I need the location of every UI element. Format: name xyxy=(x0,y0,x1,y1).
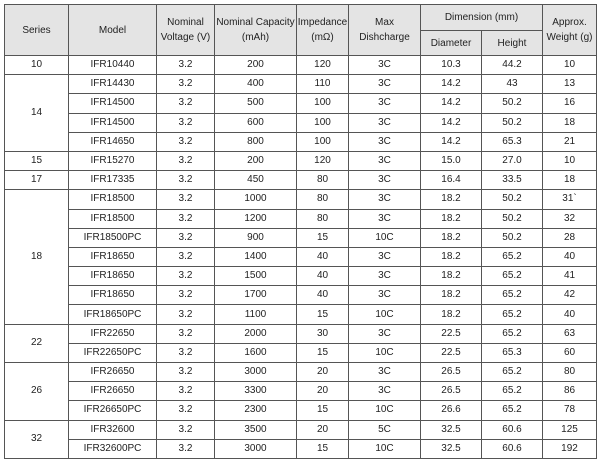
cell-impedance: 40 xyxy=(297,286,349,305)
cell-impedance: 30 xyxy=(297,324,349,343)
cell-diameter: 18.2 xyxy=(421,190,482,209)
cell-weight: 78 xyxy=(543,401,597,420)
cell-nominal-voltage: 3.2 xyxy=(157,151,215,170)
cell-nominal-capacity: 400 xyxy=(215,75,297,94)
cell-nominal-voltage: 3.2 xyxy=(157,56,215,75)
cell-diameter: 18.2 xyxy=(421,267,482,286)
table-row xyxy=(5,190,597,209)
cell-nominal-voltage: 3.2 xyxy=(157,94,215,113)
cell-height: 65.2 xyxy=(482,363,543,382)
cell-weight: 31` xyxy=(543,190,597,209)
cell-height: 65.2 xyxy=(482,305,543,324)
cell-nominal-capacity: 450 xyxy=(215,171,297,190)
cell-diameter: 14.2 xyxy=(421,75,482,94)
cell-model: IFR32600PC xyxy=(69,439,157,458)
cell-nominal-voltage: 3.2 xyxy=(157,75,215,94)
cell-nominal-capacity: 1200 xyxy=(215,209,297,228)
header-dimension: Dimension (mm) xyxy=(421,5,543,31)
cell-nominal-capacity: 600 xyxy=(215,113,297,132)
cell-max-discharge: 3C xyxy=(349,209,421,228)
cell-nominal-capacity: 2000 xyxy=(215,324,297,343)
cell-model: IFR10440 xyxy=(69,56,157,75)
table-row xyxy=(5,382,597,401)
cell-diameter: 32.5 xyxy=(421,420,482,439)
cell-nominal-voltage: 3.2 xyxy=(157,324,215,343)
cell-impedance: 15 xyxy=(297,343,349,362)
cell-nominal-capacity: 1000 xyxy=(215,190,297,209)
cell-weight: 10 xyxy=(543,56,597,75)
table-row xyxy=(5,94,597,113)
cell-model: IFR14430 xyxy=(69,75,157,94)
cell-weight: 125 xyxy=(543,420,597,439)
cell-max-discharge: 3C xyxy=(349,94,421,113)
header-max-discharge: Max Dishcharge xyxy=(349,5,421,56)
cell-series: 18 xyxy=(5,190,69,324)
cell-series: 26 xyxy=(5,363,69,421)
cell-nominal-capacity: 3500 xyxy=(215,420,297,439)
cell-height: 60.6 xyxy=(482,439,543,458)
cell-impedance: 120 xyxy=(297,56,349,75)
cell-height: 50.2 xyxy=(482,190,543,209)
header-nominal-voltage: Nominal Voltage (V) xyxy=(157,5,215,56)
cell-nominal-voltage: 3.2 xyxy=(157,439,215,458)
cell-diameter: 26.5 xyxy=(421,363,482,382)
cell-height: 65.3 xyxy=(482,343,543,362)
cell-nominal-capacity: 2300 xyxy=(215,401,297,420)
cell-max-discharge: 3C xyxy=(349,247,421,266)
cell-model: IFR17335 xyxy=(69,171,157,190)
table-row xyxy=(5,113,597,132)
table-header xyxy=(5,5,597,56)
cell-series: 10 xyxy=(5,56,69,75)
cell-nominal-capacity: 900 xyxy=(215,228,297,247)
cell-nominal-capacity: 800 xyxy=(215,132,297,151)
cell-series: 22 xyxy=(5,324,69,362)
cell-weight: 192 xyxy=(543,439,597,458)
table-row xyxy=(5,363,597,382)
cell-model: IFR26650PC xyxy=(69,401,157,420)
cell-nominal-capacity: 500 xyxy=(215,94,297,113)
table-row xyxy=(5,151,597,170)
cell-impedance: 100 xyxy=(297,94,349,113)
cell-weight: 16 xyxy=(543,94,597,113)
cell-impedance: 80 xyxy=(297,209,349,228)
cell-height: 60.6 xyxy=(482,420,543,439)
cell-height: 43 xyxy=(482,75,543,94)
table-row xyxy=(5,420,597,439)
table-row xyxy=(5,56,597,75)
table-row xyxy=(5,343,597,362)
cell-nominal-voltage: 3.2 xyxy=(157,363,215,382)
table-row xyxy=(5,171,597,190)
cell-diameter: 26.5 xyxy=(421,382,482,401)
cell-impedance: 40 xyxy=(297,247,349,266)
cell-impedance: 80 xyxy=(297,171,349,190)
cell-diameter: 16.4 xyxy=(421,171,482,190)
cell-height: 65.2 xyxy=(482,401,543,420)
cell-nominal-voltage: 3.2 xyxy=(157,420,215,439)
cell-model: IFR18650 xyxy=(69,286,157,305)
cell-max-discharge: 3C xyxy=(349,75,421,94)
cell-weight: 86 xyxy=(543,382,597,401)
cell-max-discharge: 3C xyxy=(349,267,421,286)
table-row xyxy=(5,267,597,286)
cell-nominal-voltage: 3.2 xyxy=(157,190,215,209)
cell-weight: 40 xyxy=(543,305,597,324)
cell-height: 50.2 xyxy=(482,228,543,247)
cell-nominal-capacity: 1700 xyxy=(215,286,297,305)
cell-nominal-voltage: 3.2 xyxy=(157,113,215,132)
header-impedance: Impedance (mΩ) xyxy=(297,5,349,56)
cell-nominal-capacity: 200 xyxy=(215,151,297,170)
cell-weight: 13 xyxy=(543,75,597,94)
cell-weight: 28 xyxy=(543,228,597,247)
cell-diameter: 18.2 xyxy=(421,228,482,247)
cell-weight: 21 xyxy=(543,132,597,151)
table-row xyxy=(5,209,597,228)
cell-nominal-voltage: 3.2 xyxy=(157,247,215,266)
cell-diameter: 14.2 xyxy=(421,132,482,151)
cell-weight: 60 xyxy=(543,343,597,362)
cell-max-discharge: 3C xyxy=(349,171,421,190)
cell-nominal-voltage: 3.2 xyxy=(157,267,215,286)
cell-impedance: 20 xyxy=(297,420,349,439)
cell-max-discharge: 10C xyxy=(349,305,421,324)
cell-impedance: 15 xyxy=(297,305,349,324)
cell-model: IFR14500 xyxy=(69,113,157,132)
cell-height: 27.0 xyxy=(482,151,543,170)
header-height: Height xyxy=(482,31,543,56)
cell-weight: 40 xyxy=(543,247,597,266)
table-row xyxy=(5,401,597,420)
cell-max-discharge: 3C xyxy=(349,190,421,209)
cell-model: IFR18500 xyxy=(69,209,157,228)
cell-nominal-voltage: 3.2 xyxy=(157,228,215,247)
cell-diameter: 32.5 xyxy=(421,439,482,458)
cell-max-discharge: 3C xyxy=(349,363,421,382)
cell-nominal-capacity: 3300 xyxy=(215,382,297,401)
cell-max-discharge: 3C xyxy=(349,286,421,305)
cell-model: IFR18500PC xyxy=(69,228,157,247)
cell-nominal-capacity: 3000 xyxy=(215,363,297,382)
cell-weight: 32 xyxy=(543,209,597,228)
cell-model: IFR14650 xyxy=(69,132,157,151)
cell-impedance: 80 xyxy=(297,190,349,209)
cell-max-discharge: 3C xyxy=(349,151,421,170)
cell-max-discharge: 3C xyxy=(349,56,421,75)
cell-diameter: 22.5 xyxy=(421,324,482,343)
cell-impedance: 110 xyxy=(297,75,349,94)
cell-height: 65.2 xyxy=(482,382,543,401)
cell-impedance: 100 xyxy=(297,132,349,151)
cell-max-discharge: 10C xyxy=(349,401,421,420)
cell-nominal-voltage: 3.2 xyxy=(157,401,215,420)
cell-max-discharge: 3C xyxy=(349,132,421,151)
cell-model: IFR14500 xyxy=(69,94,157,113)
cell-max-discharge: 10C xyxy=(349,228,421,247)
cell-model: IFR26650 xyxy=(69,382,157,401)
cell-nominal-capacity: 1100 xyxy=(215,305,297,324)
cell-diameter: 18.2 xyxy=(421,209,482,228)
header-nominal-capacity: Nominal Capacity (mAh) xyxy=(215,5,297,56)
cell-impedance: 40 xyxy=(297,267,349,286)
cell-impedance: 15 xyxy=(297,228,349,247)
cell-nominal-capacity: 1500 xyxy=(215,267,297,286)
cell-model: IFR18650 xyxy=(69,267,157,286)
table-row xyxy=(5,439,597,458)
cell-max-discharge: 5C xyxy=(349,420,421,439)
cell-height: 50.2 xyxy=(482,94,543,113)
cell-nominal-voltage: 3.2 xyxy=(157,209,215,228)
cell-max-discharge: 3C xyxy=(349,113,421,132)
table-row xyxy=(5,75,597,94)
cell-height: 44.2 xyxy=(482,56,543,75)
cell-max-discharge: 3C xyxy=(349,324,421,343)
cell-model: IFR22650PC xyxy=(69,343,157,362)
table-body xyxy=(5,56,597,459)
cell-impedance: 120 xyxy=(297,151,349,170)
cell-model: IFR18500 xyxy=(69,190,157,209)
cell-series: 17 xyxy=(5,171,69,190)
cell-height: 65.3 xyxy=(482,132,543,151)
cell-weight: 18 xyxy=(543,113,597,132)
cell-nominal-capacity: 3000 xyxy=(215,439,297,458)
cell-max-discharge: 10C xyxy=(349,439,421,458)
cell-series: 32 xyxy=(5,420,69,458)
cell-height: 65.2 xyxy=(482,267,543,286)
cell-nominal-voltage: 3.2 xyxy=(157,382,215,401)
header-diameter: Diameter xyxy=(421,31,482,56)
cell-diameter: 18.2 xyxy=(421,286,482,305)
cell-weight: 18 xyxy=(543,171,597,190)
cell-nominal-voltage: 3.2 xyxy=(157,132,215,151)
header-weight: Approx. Weight (g) xyxy=(543,5,597,56)
cell-diameter: 22.5 xyxy=(421,343,482,362)
cell-model: IFR18650PC xyxy=(69,305,157,324)
table-row xyxy=(5,324,597,343)
cell-height: 65.2 xyxy=(482,324,543,343)
table-row xyxy=(5,132,597,151)
header-series: Series xyxy=(5,5,69,56)
header-model: Model xyxy=(69,5,157,56)
cell-weight: 80 xyxy=(543,363,597,382)
cell-nominal-capacity: 1600 xyxy=(215,343,297,362)
cell-series: 14 xyxy=(5,75,69,152)
cell-nominal-voltage: 3.2 xyxy=(157,343,215,362)
cell-model: IFR18650 xyxy=(69,247,157,266)
cell-diameter: 18.2 xyxy=(421,247,482,266)
cell-height: 33.5 xyxy=(482,171,543,190)
cell-model: IFR15270 xyxy=(69,151,157,170)
cell-weight: 42 xyxy=(543,286,597,305)
cell-nominal-voltage: 3.2 xyxy=(157,171,215,190)
cell-diameter: 14.2 xyxy=(421,94,482,113)
cell-model: IFR22650 xyxy=(69,324,157,343)
cell-diameter: 18.2 xyxy=(421,305,482,324)
cell-nominal-voltage: 3.2 xyxy=(157,305,215,324)
cell-height: 50.2 xyxy=(482,209,543,228)
cell-diameter: 14.2 xyxy=(421,113,482,132)
table-row xyxy=(5,247,597,266)
cell-nominal-voltage: 3.2 xyxy=(157,286,215,305)
battery-spec-table xyxy=(4,4,597,459)
cell-impedance: 100 xyxy=(297,113,349,132)
cell-nominal-capacity: 1400 xyxy=(215,247,297,266)
cell-weight: 10 xyxy=(543,151,597,170)
table-row xyxy=(5,228,597,247)
cell-diameter: 26.6 xyxy=(421,401,482,420)
cell-weight: 41 xyxy=(543,267,597,286)
table-row xyxy=(5,286,597,305)
cell-height: 65.2 xyxy=(482,247,543,266)
cell-max-discharge: 10C xyxy=(349,343,421,362)
cell-max-discharge: 3C xyxy=(349,382,421,401)
cell-diameter: 10.3 xyxy=(421,56,482,75)
cell-model: IFR32600 xyxy=(69,420,157,439)
cell-height: 65.2 xyxy=(482,286,543,305)
cell-impedance: 15 xyxy=(297,401,349,420)
cell-height: 50.2 xyxy=(482,113,543,132)
cell-weight: 63 xyxy=(543,324,597,343)
cell-diameter: 15.0 xyxy=(421,151,482,170)
cell-impedance: 20 xyxy=(297,382,349,401)
cell-series: 15 xyxy=(5,151,69,170)
cell-impedance: 15 xyxy=(297,439,349,458)
cell-impedance: 20 xyxy=(297,363,349,382)
cell-nominal-capacity: 200 xyxy=(215,56,297,75)
table-row xyxy=(5,305,597,324)
cell-model: IFR26650 xyxy=(69,363,157,382)
